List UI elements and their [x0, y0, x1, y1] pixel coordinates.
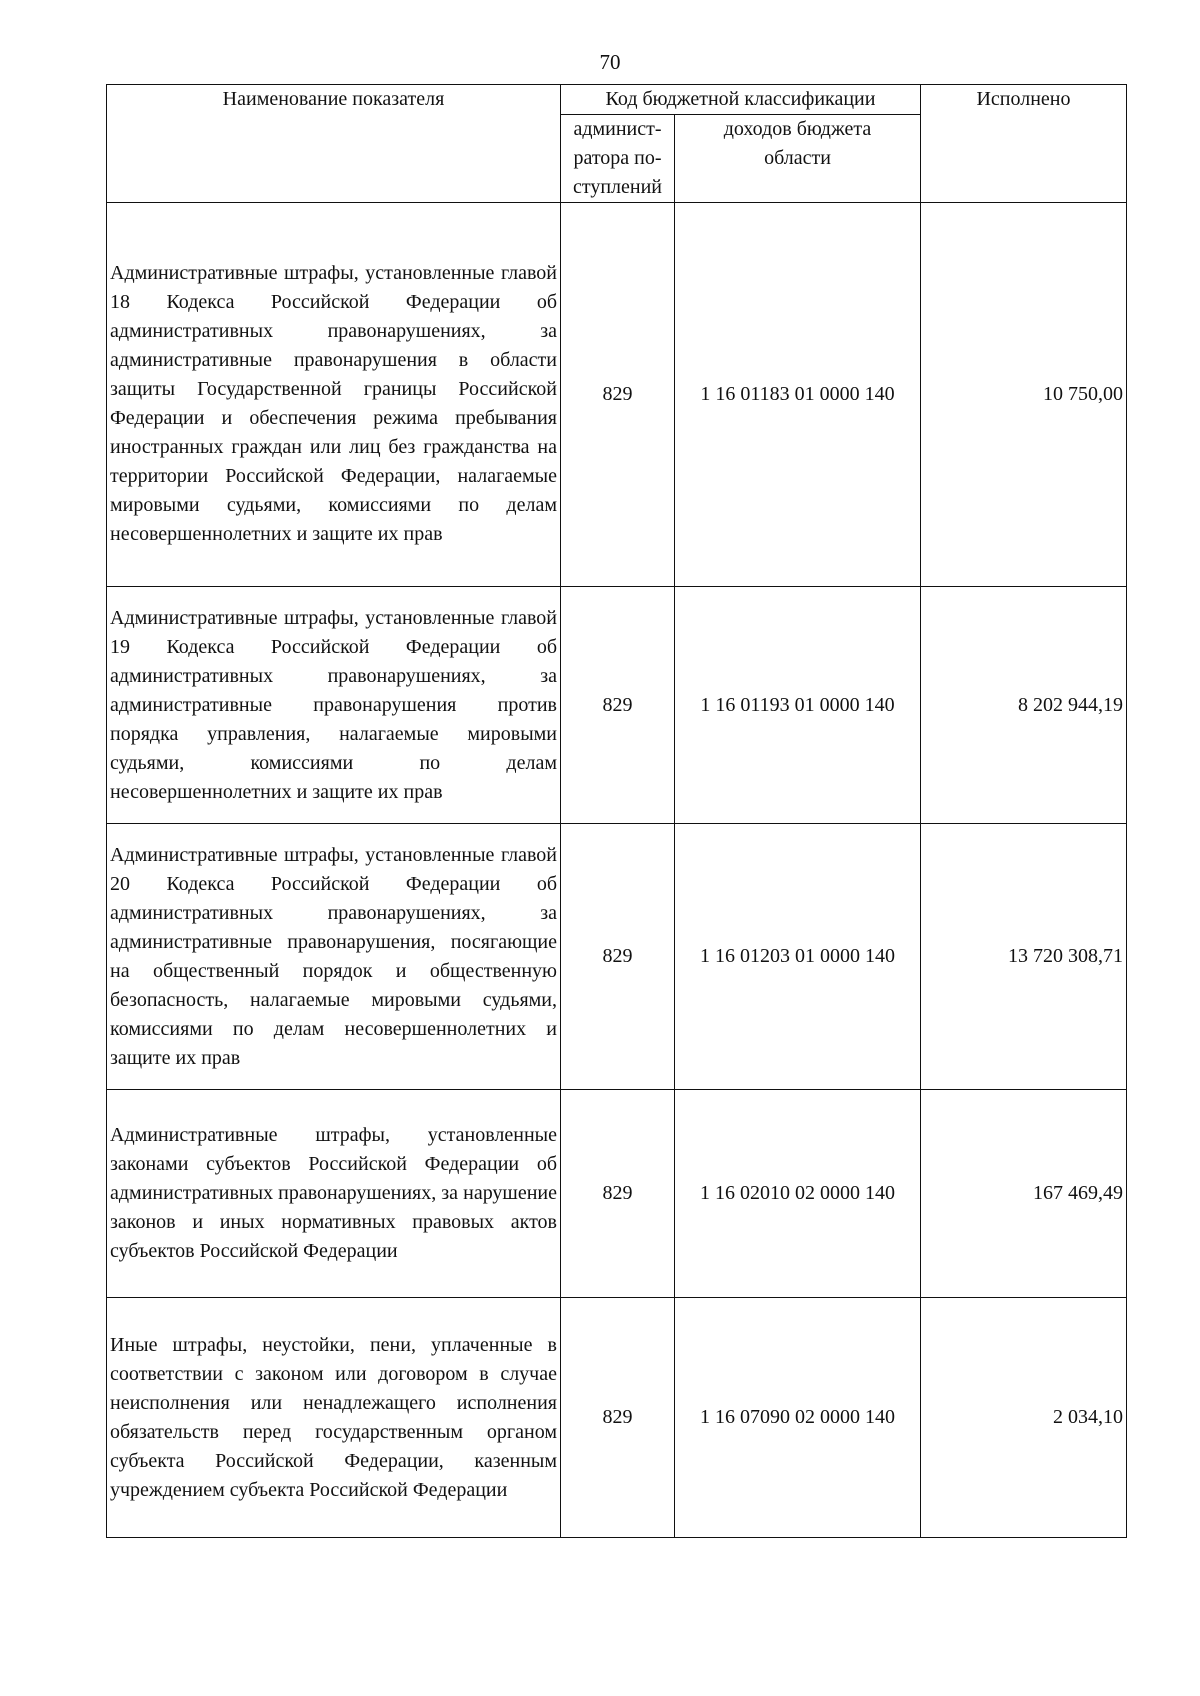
table-row — [107, 1298, 1127, 1538]
budget-income-table — [106, 84, 1127, 1538]
admin-code-cell: 829 — [561, 587, 675, 824]
amount-cell: 2 034,10 — [921, 1298, 1127, 1538]
header-budget-classification-code: Код бюджетной классификации — [561, 85, 921, 115]
header-regional-budget-income — [675, 115, 921, 203]
amount-cell: 167 469,49 — [921, 1090, 1127, 1298]
amount-cell: 13 720 308,71 — [921, 824, 1127, 1090]
header-admin-line: админист- — [573, 118, 662, 140]
header-admin-line: ратора по- — [573, 147, 662, 169]
indicator-name-cell: Иные штрафы, неустойки, пени, уплаченные в соответствии с законом или договором в случае неисполнения или ненадлежащего исполнения обязательств перед государственным органом субъекта Российской Федерации, казенным учреждением субъекта Российской Федерации — [107, 1298, 561, 1538]
table-row — [107, 1090, 1127, 1298]
income-code-cell: 1 16 01203 01 0000 140 — [675, 824, 921, 1090]
header-admin-line: ступлений — [572, 176, 663, 198]
header-income-line: доходов бюджета — [723, 118, 872, 140]
admin-code-cell: 829 — [561, 1090, 675, 1298]
income-code-cell: 1 16 01183 01 0000 140 — [675, 203, 921, 587]
table-row — [107, 824, 1127, 1090]
indicator-name-cell: Административные штрафы, установленные главой 18 Кодекса Российской Федерации об административных правонарушениях, за административные правонарушения в области защиты Государственной границы Российской Федерации и обеспечения режима пребывания иностранных граждан или лиц без гражданства на территории Российской Федерации, налагаемые мировыми судьями, комиссиями по делам несовершеннолетних и защите их прав — [107, 203, 561, 587]
header-revenue-administrator — [561, 115, 675, 203]
table-row — [107, 587, 1127, 824]
header-executed: Исполнено — [921, 85, 1127, 203]
indicator-name-cell: Административные штрафы, установленные законами субъектов Российской Федерации об административных правонарушениях, за нарушение законов и иных нормативных правовых актов субъектов Российской Федерации — [107, 1090, 561, 1298]
income-code-cell: 1 16 02010 02 0000 140 — [675, 1090, 921, 1298]
income-code-cell: 1 16 01193 01 0000 140 — [675, 587, 921, 824]
table-row — [107, 203, 1127, 587]
indicator-name-cell: Административные штрафы, установленные главой 19 Кодекса Российской Федерации об административных правонарушениях, за административные правонарушения против порядка управления, налагаемые мировыми судьями, комиссиями по делам несовершеннолетних и защите их прав — [107, 587, 561, 824]
income-code-cell: 1 16 07090 02 0000 140 — [675, 1298, 921, 1538]
indicator-name-cell: Административные штрафы, установленные главой 20 Кодекса Российской Федерации об административных правонарушениях, за административные правонарушения, посягающие на общественный порядок и общественную безопасность, налагаемые мировыми судьями, комиссиями по делам несовершеннолетних и защите их прав — [107, 824, 561, 1090]
admin-code-cell: 829 — [561, 203, 675, 587]
page-number: 70 — [599, 50, 621, 74]
amount-cell: 10 750,00 — [921, 203, 1127, 587]
admin-code-cell: 829 — [561, 1298, 675, 1538]
header-indicator-name: Наименование показателя — [107, 85, 561, 203]
header-income-line: области — [764, 147, 831, 169]
admin-code-cell: 829 — [561, 824, 675, 1090]
amount-cell: 8 202 944,19 — [921, 587, 1127, 824]
